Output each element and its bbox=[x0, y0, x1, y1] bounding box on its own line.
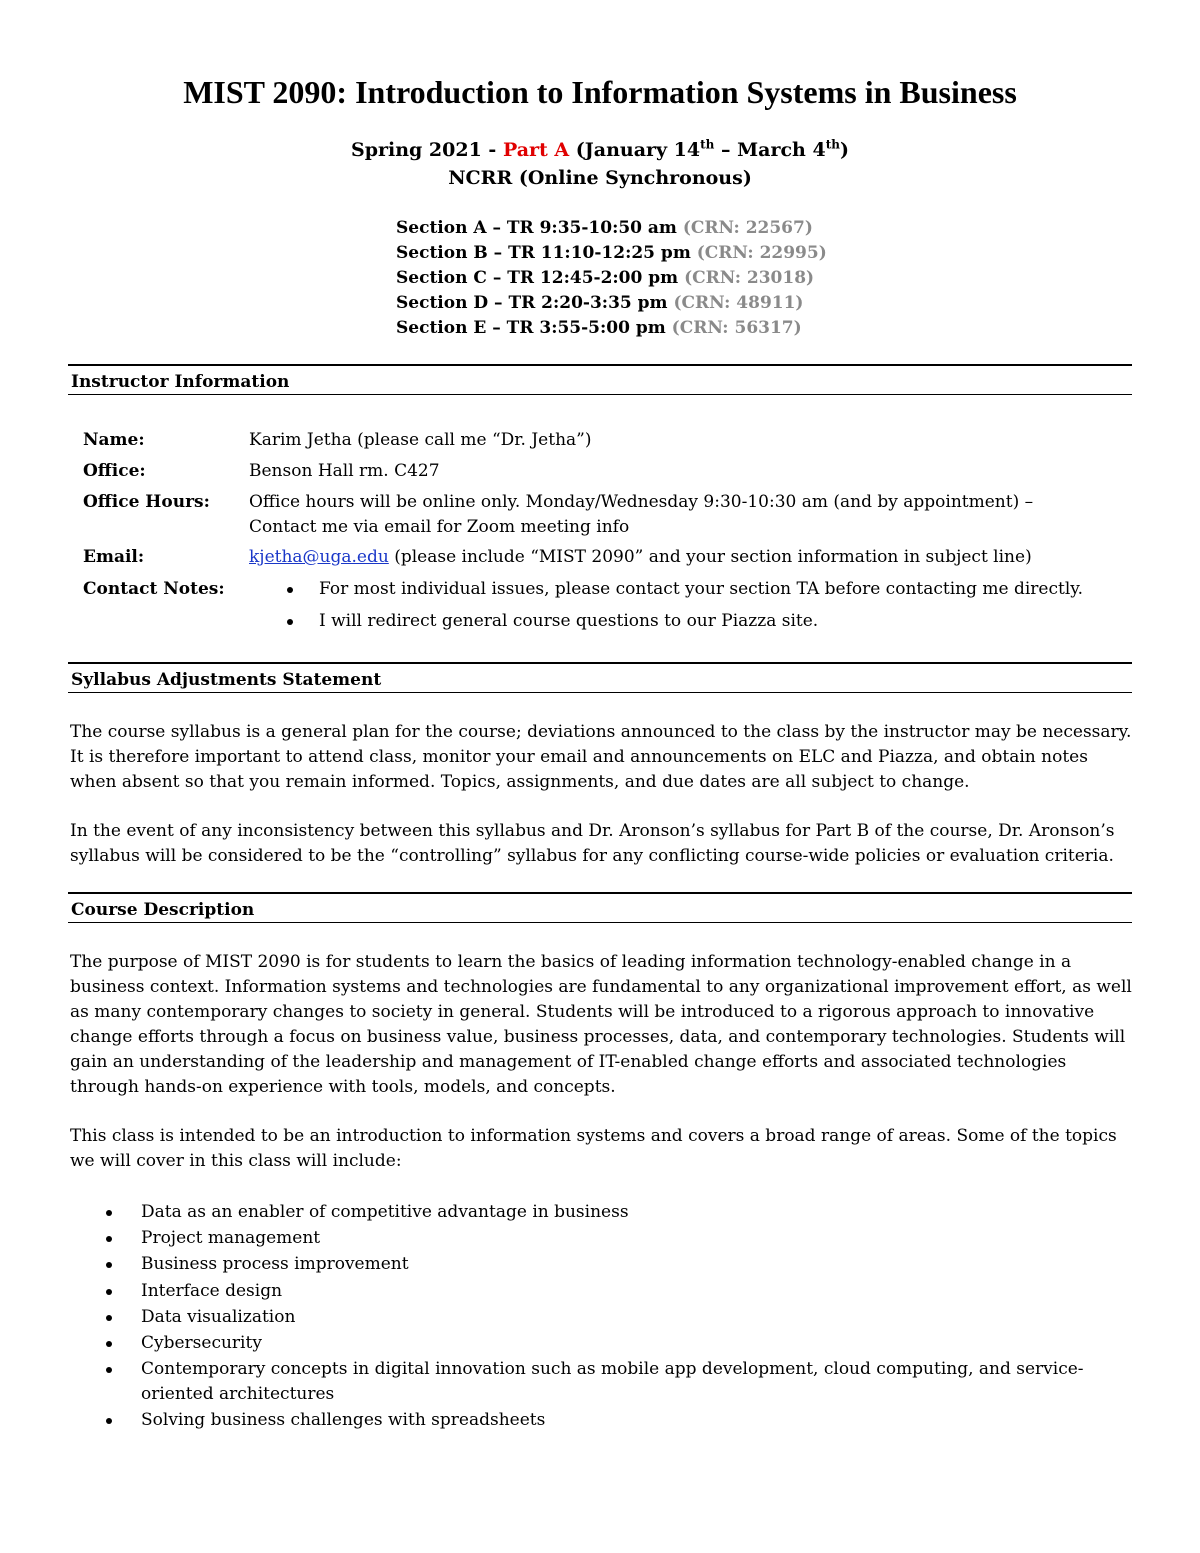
email-label: Email: bbox=[83, 547, 145, 567]
text-line: This class is intended to be an introduction to information systems and covers a broad range of areas. Some of the topics bbox=[70, 1126, 1117, 1146]
syllabus-heading: Syllabus Adjustments Statement bbox=[71, 670, 382, 690]
section-divider bbox=[68, 394, 1132, 395]
email-value bbox=[249, 545, 1119, 570]
section-list bbox=[396, 216, 827, 341]
bullet-icon bbox=[106, 1289, 112, 1295]
section-crn: (CRN: 22567) bbox=[682, 218, 813, 238]
document-title: MIST 2090: Introduction to Information Systems in Business bbox=[183, 74, 1017, 110]
section-crn: (CRN: 48911) bbox=[673, 293, 804, 313]
topic-item: Contemporary concepts in digital innovation such as mobile app development, cloud computing, and service- bbox=[141, 1359, 1084, 1379]
section-line bbox=[396, 216, 827, 241]
bullet-icon bbox=[287, 619, 293, 625]
section-label: Section A – TR 9:35-10:50 am bbox=[396, 218, 677, 238]
text-line: when absent so that you remain informed. Topics, assignments, and due dates are all subject to change. bbox=[70, 772, 970, 792]
date-open: (January 14 bbox=[569, 139, 701, 161]
description-paragraph bbox=[70, 950, 1140, 1100]
office-value: Benson Hall rm. C427 bbox=[249, 461, 440, 481]
bullet-icon bbox=[287, 587, 293, 593]
syllabus-paragraph bbox=[70, 720, 1140, 795]
section-crn: (CRN: 23018) bbox=[684, 268, 815, 288]
date-mid: – March 4 bbox=[714, 139, 826, 161]
office-hours-line: Contact me via email for Zoom meeting info bbox=[249, 517, 630, 537]
text-line: syllabus will be considered to be the “controlling” syllabus for any conflicting course-wide policies or evaluation criteria. bbox=[70, 846, 1114, 866]
text-line: In the event of any inconsistency between this syllabus and Dr. Aronson’s syllabus for Part B of the course, Dr. Aronson’s bbox=[70, 821, 1115, 841]
bullet-icon bbox=[106, 1210, 112, 1216]
term-prefix: Spring 2021 - bbox=[350, 139, 503, 161]
email-note: (please include “MIST 2090” and your section information in subject line) bbox=[388, 547, 1032, 567]
section-label: Section E – TR 3:55-5:00 pm bbox=[396, 318, 666, 338]
bullet-icon bbox=[106, 1315, 112, 1321]
contact-note-item: I will redirect general course questions to our Piazza site. bbox=[319, 611, 819, 631]
topic-item: Solving business challenges with spreadsheets bbox=[141, 1410, 546, 1430]
text-line: The course syllabus is a general plan for the course; deviations announced to the class by the instructor may be necessary. bbox=[70, 722, 1132, 742]
name-label: Name: bbox=[83, 430, 145, 450]
text-line: as many contemporary changes to society in general. Students will be introduced to a rigorous approach to innovative bbox=[70, 1002, 1095, 1022]
section-crn: (CRN: 56317) bbox=[671, 318, 802, 338]
office-label: Office: bbox=[83, 461, 146, 481]
text-line: gain an understanding of the leadership and management of IT-enabled change efforts and associated technologies bbox=[70, 1052, 1067, 1072]
topic-item: Business process improvement bbox=[141, 1254, 409, 1274]
text-line: through hands-on experience with tools, models, and concepts. bbox=[70, 1077, 616, 1097]
section-divider bbox=[68, 922, 1132, 923]
topic-item: Cybersecurity bbox=[141, 1333, 262, 1353]
date-close: ) bbox=[840, 139, 849, 161]
name-value: Karim Jetha (please call me “Dr. Jetha”) bbox=[249, 430, 592, 450]
topic-item-continued: oriented architectures bbox=[141, 1384, 335, 1404]
text-line: It is therefore important to attend class, monitor your email and announcements on ELC and Piazza, and obtain notes bbox=[70, 747, 1088, 767]
term-line bbox=[0, 137, 1200, 163]
text-line: change efforts through a focus on business value, business processes, data, and contemporary technologies. Students will bbox=[70, 1027, 1126, 1047]
section-divider bbox=[68, 692, 1132, 693]
syllabus-paragraph bbox=[70, 819, 1140, 869]
bullet-icon bbox=[106, 1262, 112, 1268]
text-line: we will cover in this class will include: bbox=[70, 1151, 402, 1171]
office-hours-label: Office Hours: bbox=[83, 492, 210, 512]
text-line: business context. Information systems and technologies are fundamental to any organizational improvement effort, as well bbox=[70, 977, 1132, 997]
email-link[interactable]: kjetha@uga.edu bbox=[249, 547, 389, 567]
topic-item: Interface design bbox=[141, 1281, 283, 1301]
section-label: Section D – TR 2:20-3:35 pm bbox=[396, 293, 668, 313]
section-crn: (CRN: 22995) bbox=[696, 243, 827, 263]
section-label: Section C – TR 12:45-2:00 pm bbox=[396, 268, 679, 288]
section-line bbox=[396, 266, 827, 291]
text-line: The purpose of MIST 2090 is for students to learn the basics of leading information technology-enabled change in a bbox=[70, 952, 1072, 972]
date-sup-2: th bbox=[825, 137, 840, 152]
bullet-icon bbox=[106, 1341, 112, 1347]
section-line bbox=[396, 241, 827, 266]
section-line bbox=[396, 316, 827, 341]
office-hours-line: Office hours will be online only. Monday/Wednesday 9:30-10:30 am (and by appointment) – bbox=[249, 492, 1034, 512]
section-line bbox=[396, 291, 827, 316]
bullet-icon bbox=[106, 1418, 112, 1424]
course-format: NCRR (Online Synchronous) bbox=[448, 167, 752, 189]
instructor-heading: Instructor Information bbox=[71, 372, 290, 392]
term-part: Part A bbox=[502, 139, 570, 161]
bullet-icon bbox=[106, 1367, 112, 1373]
bullet-icon bbox=[106, 1236, 112, 1242]
topic-item: Data visualization bbox=[141, 1307, 296, 1327]
contact-notes-label: Contact Notes: bbox=[83, 579, 225, 599]
section-divider bbox=[68, 662, 1132, 664]
contact-note-item: For most individual issues, please contact your section TA before contacting me directly. bbox=[319, 579, 1084, 599]
section-divider bbox=[68, 364, 1132, 366]
topic-item: Project management bbox=[141, 1228, 321, 1248]
date-sup-1: th bbox=[700, 137, 715, 152]
description-heading: Course Description bbox=[71, 900, 255, 920]
description-paragraph bbox=[70, 1124, 1140, 1174]
section-label: Section B – TR 11:10-12:25 pm bbox=[396, 243, 691, 263]
topic-item: Data as an enabler of competitive advantage in business bbox=[141, 1202, 629, 1222]
section-divider bbox=[68, 892, 1132, 894]
